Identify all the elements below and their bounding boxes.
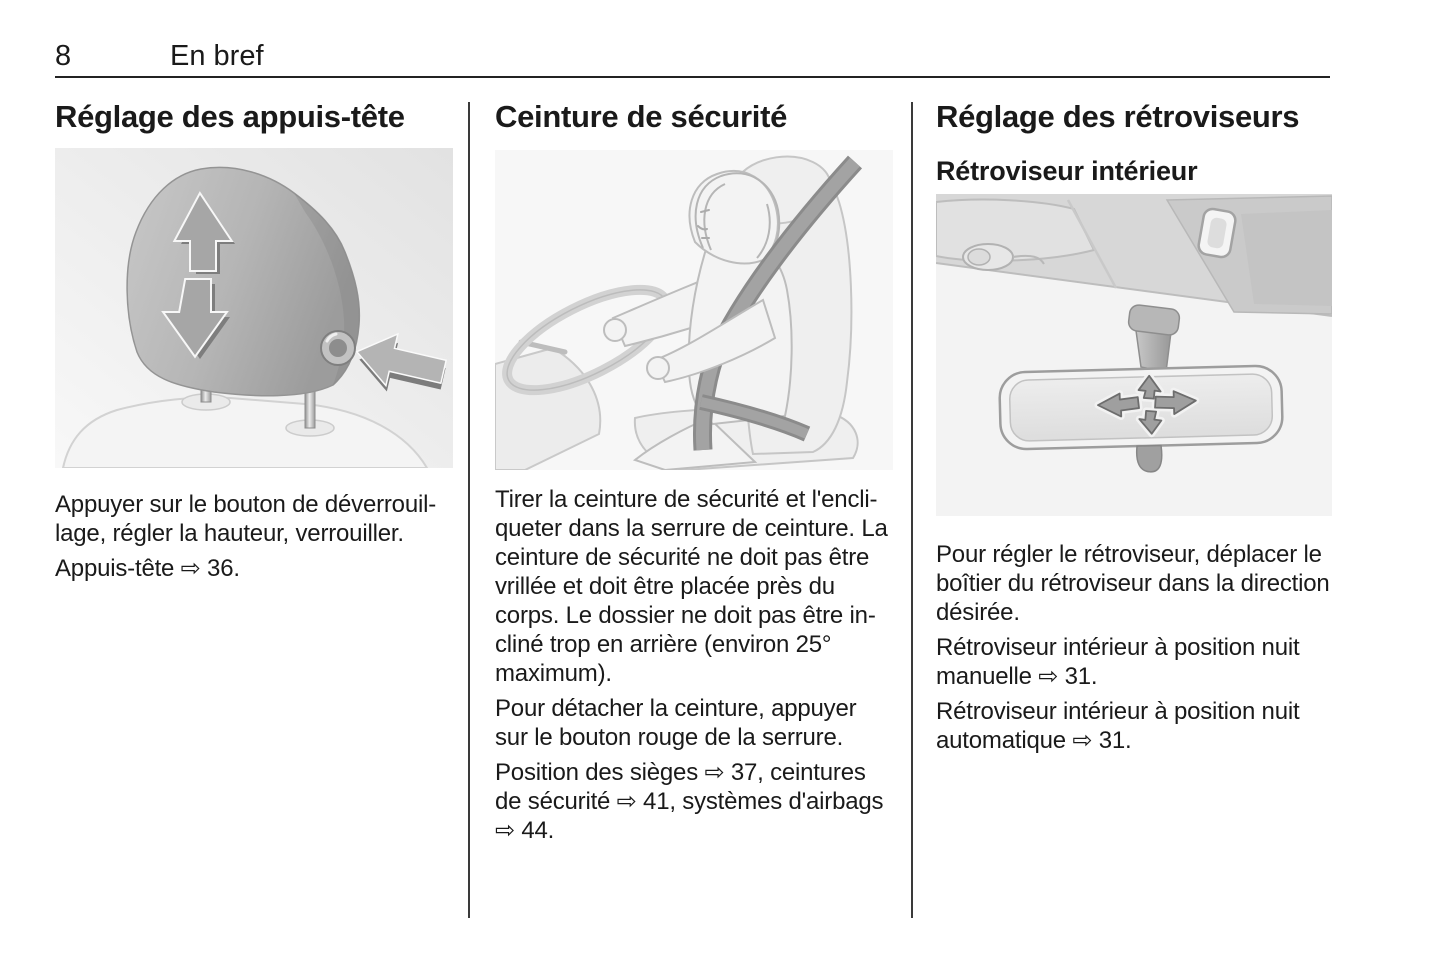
mirror-illustration [936, 194, 1334, 516]
mirror-figure-svg [936, 194, 1332, 516]
release-button [321, 331, 355, 365]
column-heading: Réglage des rétroviseurs [936, 99, 1300, 134]
body-paragraph: Tirer la ceinture de sécurité et l'encliqueter dans la serrure de ceinture. La ceinture de sécurité ne doit pas être vrillée et doit être placée près du corps. Le dossier ne doit pas être incliné trop en arrière (environ 25° maximum). [495, 486, 888, 687]
column-seatbelt [495, 100, 893, 845]
seatbelt-figure-svg [495, 150, 893, 470]
section-title: En bref [170, 40, 264, 72]
reference-paragraph: Rétroviseur intérieur à position nuit manuelle ⇨ 31. [936, 634, 1300, 690]
page-number: 8 [55, 40, 72, 72]
column-headrest [55, 100, 453, 583]
column-separator [468, 102, 470, 918]
headrest-post-right [305, 388, 315, 428]
header-rule [55, 76, 1330, 78]
column-heading: Réglage des appuis-tête [55, 99, 405, 134]
seatbelt-illustration [495, 150, 893, 470]
headrest-illustration [55, 148, 453, 468]
reference-paragraph: Position des sièges ⇨ 37, ceintures de sécurité ⇨ 41, systèmes d'airbags ⇨ 44. [495, 759, 884, 844]
column-heading: Ceinture de sécurité [495, 99, 788, 134]
body-paragraph: Pour détacher la ceinture, appuyer sur le bouton rouge de la serrure. [495, 695, 857, 751]
column-subheading: Rétroviseur intérieur [936, 156, 1198, 186]
column-separator [911, 102, 913, 918]
reference-paragraph: Appuis-tête ⇨ 36. [55, 555, 240, 582]
column-mirrors [936, 100, 1334, 755]
body-paragraph: Pour régler le rétroviseur, déplacer le boîtier du rétroviseur dans la direction désirée. [936, 541, 1330, 626]
headrest-figure-svg [55, 148, 453, 468]
reference-paragraph: Rétroviseur intérieur à position nuit automatique ⇨ 31. [936, 698, 1300, 754]
body-paragraph: Appuyer sur le bouton de déverrouillage, régler la hauteur, verrouiller. [55, 491, 437, 547]
